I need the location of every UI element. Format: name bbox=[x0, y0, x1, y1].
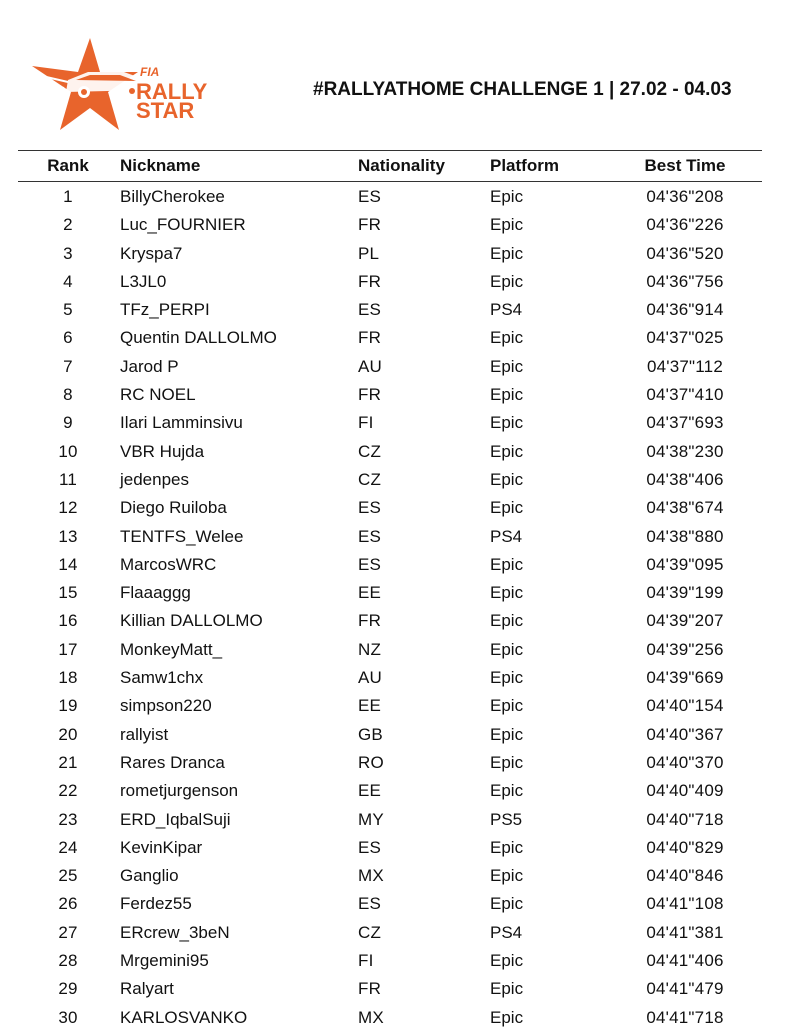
table-row bbox=[18, 295, 762, 323]
nickname-cell: jedenpes bbox=[120, 469, 190, 489]
nickname-cell: ERD_IqbalSuji bbox=[120, 809, 231, 829]
nationality-cell: CZ bbox=[358, 469, 382, 489]
rank-cell: 20 bbox=[58, 724, 78, 744]
platform-cell: Epic bbox=[490, 328, 524, 348]
platform-cell: Epic bbox=[490, 837, 524, 857]
platform-cell: Epic bbox=[490, 894, 524, 914]
table-row bbox=[18, 267, 762, 295]
nickname-cell: MarcosWRC bbox=[120, 554, 217, 574]
nationality-cell: FR bbox=[358, 385, 382, 405]
table-row bbox=[18, 437, 762, 465]
best-time-cell: 04'41"718 bbox=[646, 1007, 724, 1027]
nickname-cell: TFz_PERPI bbox=[120, 300, 210, 320]
nationality-cell: AU bbox=[358, 356, 383, 376]
nationality-cell: FR bbox=[358, 215, 382, 235]
rank-cell: 14 bbox=[58, 554, 78, 574]
column-header-nickname: Nickname bbox=[120, 156, 201, 175]
rank-cell: 11 bbox=[58, 469, 78, 489]
nationality-cell: EE bbox=[358, 696, 382, 716]
rank-cell: 18 bbox=[58, 668, 78, 688]
nickname-cell: VBR Hujda bbox=[120, 441, 205, 461]
rank-cell: 21 bbox=[58, 752, 78, 772]
best-time-cell: 04'39"207 bbox=[646, 611, 724, 631]
column-header-best-time: Best Time bbox=[644, 156, 726, 175]
table-row bbox=[18, 465, 762, 493]
platform-cell: Epic bbox=[490, 724, 524, 744]
best-time-cell: 04'41"381 bbox=[646, 922, 724, 942]
table-row bbox=[18, 239, 762, 267]
nationality-cell: FR bbox=[358, 979, 382, 999]
nationality-cell: FR bbox=[358, 611, 382, 631]
nationality-cell: FI bbox=[358, 413, 374, 433]
nationality-cell: PL bbox=[358, 243, 380, 263]
platform-cell: PS4 bbox=[490, 300, 523, 320]
nickname-cell: Flaaaggg bbox=[120, 583, 191, 603]
table-row bbox=[18, 946, 762, 974]
nickname-cell: Samw1chx bbox=[120, 668, 204, 688]
table-row bbox=[18, 380, 762, 408]
logo-fia-text: FIA bbox=[140, 65, 160, 79]
best-time-cell: 04'40"846 bbox=[646, 866, 724, 886]
nationality-cell: RO bbox=[358, 752, 384, 772]
rank-cell: 12 bbox=[58, 498, 78, 518]
nationality-cell: CZ bbox=[358, 922, 382, 942]
rank-cell: 9 bbox=[63, 413, 73, 433]
nationality-cell: ES bbox=[358, 554, 382, 574]
nationality-cell: FR bbox=[358, 328, 382, 348]
platform-cell: Epic bbox=[490, 187, 524, 206]
nickname-cell: Ilari Lamminsivu bbox=[120, 413, 243, 433]
results-table bbox=[18, 150, 762, 1031]
best-time-cell: 04'36"914 bbox=[646, 300, 724, 320]
table-row bbox=[18, 635, 762, 663]
best-time-cell: 04'36"226 bbox=[646, 215, 724, 235]
rank-cell: 2 bbox=[63, 215, 73, 235]
column-header-rank: Rank bbox=[47, 156, 89, 175]
document-title: #RALLYATHOME CHALLENGE 1 | 27.02 - 04.03 bbox=[313, 79, 732, 100]
nationality-cell: FR bbox=[358, 271, 382, 291]
nationality-cell: ES bbox=[358, 894, 382, 914]
nickname-cell: RC NOEL bbox=[120, 385, 196, 405]
best-time-cell: 04'38"880 bbox=[646, 526, 724, 546]
rank-cell: 3 bbox=[63, 243, 73, 263]
nickname-cell: simpson220 bbox=[120, 696, 212, 716]
nickname-cell: Ralyart bbox=[120, 979, 174, 999]
table-row bbox=[18, 748, 762, 776]
best-time-cell: 04'39"199 bbox=[646, 583, 724, 603]
platform-cell: Epic bbox=[490, 979, 524, 999]
nationality-cell: ES bbox=[358, 187, 382, 206]
table-row bbox=[18, 352, 762, 380]
fia-rally-star-logo bbox=[28, 36, 228, 136]
nationality-cell: CZ bbox=[358, 441, 382, 461]
logo-star-text: STAR bbox=[136, 98, 195, 123]
nationality-cell: FI bbox=[358, 951, 374, 971]
nickname-cell: TENTFS_Welee bbox=[120, 526, 244, 546]
nickname-cell: rometjurgenson bbox=[120, 781, 239, 801]
nickname-cell: ERcrew_3beN bbox=[120, 922, 230, 942]
rank-cell: 27 bbox=[58, 922, 78, 942]
nickname-cell: Diego Ruiloba bbox=[120, 498, 227, 518]
rank-cell: 7 bbox=[63, 356, 73, 376]
column-header-nationality: Nationality bbox=[358, 156, 445, 175]
table-row bbox=[18, 918, 762, 946]
table-row bbox=[18, 550, 762, 578]
nickname-cell: Mrgemini95 bbox=[120, 951, 209, 971]
platform-cell: PS5 bbox=[490, 809, 523, 829]
best-time-cell: 04'38"674 bbox=[646, 498, 724, 518]
platform-cell: Epic bbox=[490, 583, 524, 603]
platform-cell: Epic bbox=[490, 611, 524, 631]
platform-cell: Epic bbox=[490, 866, 524, 886]
best-time-cell: 04'39"256 bbox=[646, 639, 724, 659]
nationality-cell: MX bbox=[358, 1007, 384, 1027]
platform-cell: Epic bbox=[490, 696, 524, 716]
rank-cell: 29 bbox=[58, 979, 78, 999]
table-row bbox=[18, 578, 762, 606]
best-time-cell: 04'39"095 bbox=[646, 554, 724, 574]
nickname-cell: BillyCherokee bbox=[120, 187, 225, 206]
platform-cell: Epic bbox=[490, 781, 524, 801]
nationality-cell: ES bbox=[358, 837, 382, 857]
best-time-cell: 04'37"112 bbox=[646, 356, 723, 376]
best-time-cell: 04'38"406 bbox=[646, 469, 724, 489]
table-header bbox=[18, 150, 762, 182]
best-time-cell: 04'40"409 bbox=[646, 781, 724, 801]
nickname-cell: L3JL0 bbox=[120, 271, 167, 291]
rank-cell: 22 bbox=[58, 781, 78, 801]
table-row bbox=[18, 493, 762, 521]
platform-cell: Epic bbox=[490, 385, 524, 405]
nickname-cell: Ganglio bbox=[120, 866, 179, 886]
best-time-cell: 04'41"108 bbox=[646, 894, 724, 914]
nickname-cell: Rares Dranca bbox=[120, 752, 225, 772]
table-row bbox=[18, 323, 762, 351]
best-time-cell: 04'36"520 bbox=[646, 243, 724, 263]
nickname-cell: Jarod P bbox=[120, 356, 179, 376]
table-row bbox=[18, 1003, 762, 1031]
table-row bbox=[18, 691, 762, 719]
best-time-cell: 04'40"718 bbox=[646, 809, 724, 829]
rank-cell: 30 bbox=[58, 1007, 78, 1027]
rank-cell: 17 bbox=[58, 639, 78, 659]
platform-cell: Epic bbox=[490, 554, 524, 574]
table-row bbox=[18, 522, 762, 550]
nationality-cell: MY bbox=[358, 809, 384, 829]
rank-cell: 23 bbox=[58, 809, 78, 829]
nickname-cell: KARLOSVANKO bbox=[120, 1007, 248, 1027]
rank-cell: 4 bbox=[63, 271, 73, 291]
platform-cell: Epic bbox=[490, 243, 524, 263]
nationality-cell: MX bbox=[358, 866, 384, 886]
nickname-cell: Killian DALLOLMO bbox=[120, 611, 263, 631]
rank-cell: 26 bbox=[58, 894, 78, 914]
rank-cell: 10 bbox=[58, 441, 78, 461]
nationality-cell: ES bbox=[358, 498, 382, 518]
nickname-cell: Luc_FOURNIER bbox=[120, 215, 246, 235]
nationality-cell: ES bbox=[358, 300, 382, 320]
nationality-cell: AU bbox=[358, 668, 383, 688]
platform-cell: Epic bbox=[490, 1007, 524, 1027]
nickname-cell: Kryspa7 bbox=[120, 243, 183, 263]
table-row bbox=[18, 408, 762, 436]
rank-cell: 24 bbox=[58, 837, 78, 857]
best-time-cell: 04'40"154 bbox=[646, 696, 724, 716]
nickname-cell: MonkeyMatt_ bbox=[120, 639, 223, 659]
table-row bbox=[18, 833, 762, 861]
table-row bbox=[18, 776, 762, 804]
platform-cell: Epic bbox=[490, 639, 524, 659]
table-body bbox=[18, 182, 762, 1031]
platform-cell: Epic bbox=[490, 752, 524, 772]
rank-cell: 1 bbox=[63, 187, 73, 206]
platform-cell: PS4 bbox=[490, 526, 523, 546]
table-row bbox=[18, 861, 762, 889]
rank-cell: 28 bbox=[58, 951, 78, 971]
best-time-cell: 04'40"370 bbox=[646, 752, 724, 772]
nationality-cell: NZ bbox=[358, 639, 382, 659]
platform-cell: Epic bbox=[490, 469, 524, 489]
nationality-cell: EE bbox=[358, 583, 382, 603]
best-time-cell: 04'41"479 bbox=[646, 979, 724, 999]
platform-cell: Epic bbox=[490, 951, 524, 971]
table-row bbox=[18, 182, 762, 210]
table-row bbox=[18, 974, 762, 1002]
rank-cell: 13 bbox=[58, 526, 78, 546]
platform-cell: Epic bbox=[490, 413, 524, 433]
best-time-cell: 04'38"230 bbox=[646, 441, 724, 461]
nationality-cell: EE bbox=[358, 781, 382, 801]
rank-cell: 19 bbox=[58, 696, 78, 716]
platform-cell: PS4 bbox=[490, 922, 523, 942]
table-row bbox=[18, 210, 762, 238]
best-time-cell: 04'40"829 bbox=[646, 837, 724, 857]
nickname-cell: Quentin DALLOLMO bbox=[120, 328, 277, 348]
best-time-cell: 04'40"367 bbox=[646, 724, 724, 744]
best-time-cell: 04'36"208 bbox=[646, 187, 724, 206]
rank-cell: 25 bbox=[58, 866, 78, 886]
nickname-cell: KevinKipar bbox=[120, 837, 203, 857]
table-row bbox=[18, 805, 762, 833]
platform-cell: Epic bbox=[490, 441, 524, 461]
table-row bbox=[18, 889, 762, 917]
rank-cell: 16 bbox=[58, 611, 78, 631]
nickname-cell: rallyist bbox=[120, 724, 169, 744]
column-header-platform: Platform bbox=[490, 156, 559, 175]
nickname-cell: Ferdez55 bbox=[120, 894, 192, 914]
best-time-cell: 04'37"025 bbox=[646, 328, 724, 348]
table-row bbox=[18, 720, 762, 748]
best-time-cell: 04'36"756 bbox=[646, 271, 724, 291]
platform-cell: Epic bbox=[490, 215, 524, 235]
table-row bbox=[18, 663, 762, 691]
platform-cell: Epic bbox=[490, 271, 524, 291]
platform-cell: Epic bbox=[490, 356, 524, 376]
best-time-cell: 04'41"406 bbox=[646, 951, 724, 971]
table-row bbox=[18, 606, 762, 634]
rank-cell: 5 bbox=[63, 300, 73, 320]
platform-cell: Epic bbox=[490, 498, 524, 518]
best-time-cell: 04'37"410 bbox=[646, 385, 724, 405]
nationality-cell: GB bbox=[358, 724, 383, 744]
best-time-cell: 04'37"693 bbox=[646, 413, 724, 433]
rank-cell: 6 bbox=[63, 328, 73, 348]
rank-cell: 8 bbox=[63, 385, 73, 405]
logo-rally-text: RALLY bbox=[136, 79, 208, 104]
best-time-cell: 04'39"669 bbox=[646, 668, 724, 688]
platform-cell: Epic bbox=[490, 668, 524, 688]
rank-cell: 15 bbox=[58, 583, 78, 603]
nationality-cell: ES bbox=[358, 526, 382, 546]
